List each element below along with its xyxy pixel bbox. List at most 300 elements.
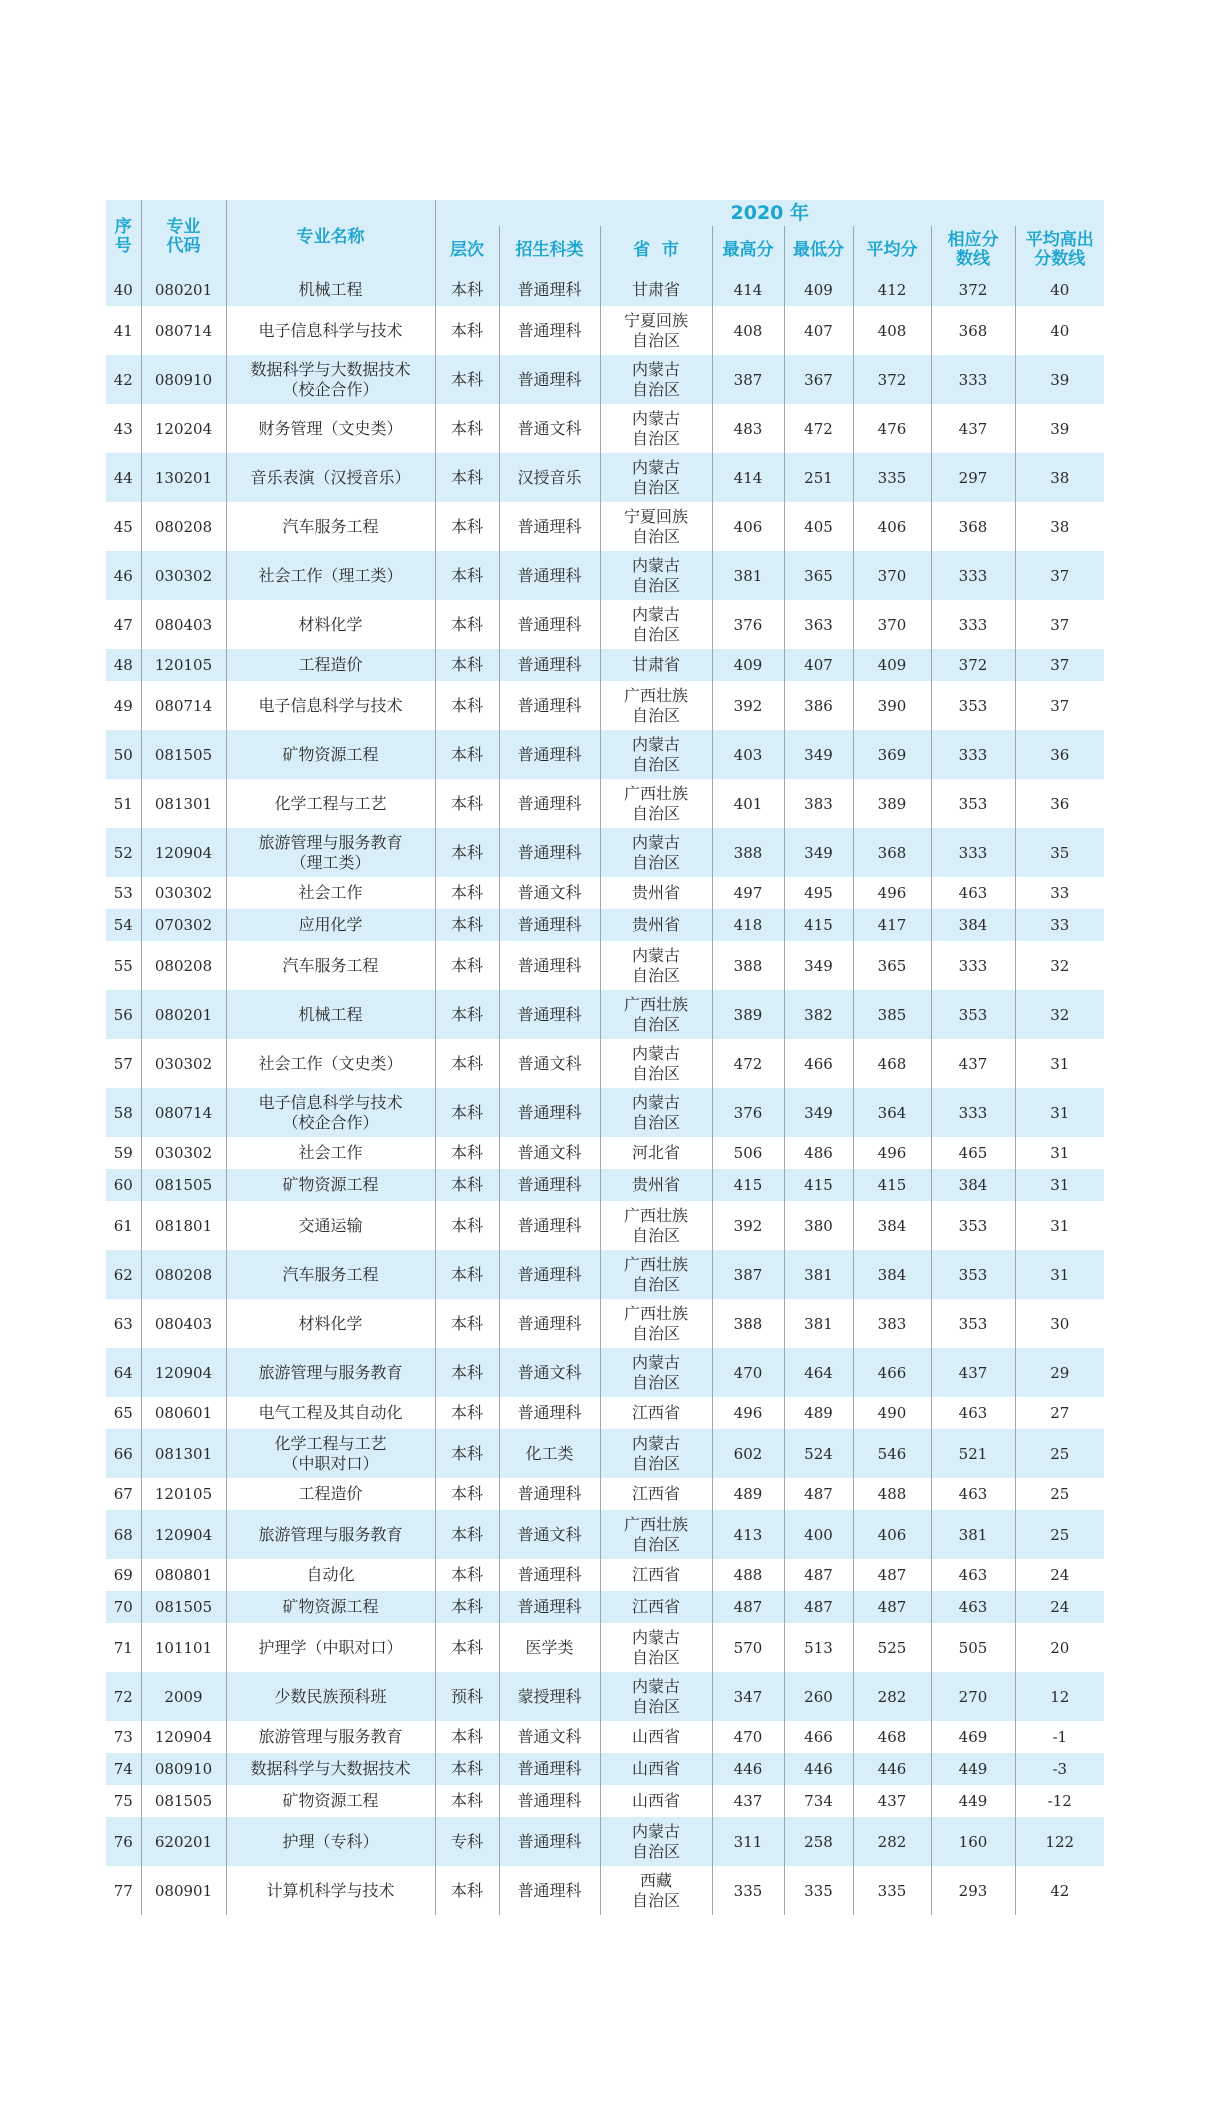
cell-category: 普通理科 xyxy=(499,306,600,355)
cell-code: 130201 xyxy=(141,453,226,502)
cell-category: 普通文科 xyxy=(499,1348,600,1397)
cell-major-name: 音乐表演（汉授音乐） xyxy=(226,453,435,502)
cell-cutoff-line: 469 xyxy=(931,1721,1015,1753)
header-seq: 序 号 xyxy=(106,200,141,274)
cell-major-name: 交通运输 xyxy=(226,1201,435,1250)
cell-major-name: 数据科学与大数据技术 （校企合作） xyxy=(226,355,435,404)
cell-cutoff-line: 381 xyxy=(931,1510,1015,1559)
cell-avg-score: 417 xyxy=(853,909,931,941)
cell-max-score: 408 xyxy=(712,306,784,355)
cell-cutoff-line: 521 xyxy=(931,1429,1015,1478)
cell-level: 本科 xyxy=(435,877,499,909)
cell-category: 普通理科 xyxy=(499,1169,600,1201)
cell-seq: 56 xyxy=(106,990,141,1039)
cell-major-name: 工程造价 xyxy=(226,1478,435,1510)
cell-min-score: 381 xyxy=(784,1250,853,1299)
cell-max-score: 506 xyxy=(712,1137,784,1169)
cell-major-name: 财务管理（文史类） xyxy=(226,404,435,453)
header-category: 招生科类 xyxy=(499,226,600,274)
table-row xyxy=(106,502,1104,551)
cell-avg-above-line: 31 xyxy=(1015,1137,1104,1169)
cell-province: 内蒙古 自治区 xyxy=(600,404,712,453)
cell-code: 070302 xyxy=(141,909,226,941)
cell-seq: 73 xyxy=(113,1728,133,1746)
cell-level: 本科 xyxy=(435,1623,499,1672)
cell-level: 本科 xyxy=(435,551,499,600)
cell-cutoff-line: 449 xyxy=(931,1785,1015,1817)
cell-seq: 68 xyxy=(106,1510,141,1559)
cell-cutoff-line: 463 xyxy=(931,1397,1015,1429)
cell-major-name: 汽车服务工程 xyxy=(226,941,435,990)
cell-code: 080403 xyxy=(141,600,226,649)
cell-province: 江西省 xyxy=(600,1559,712,1591)
cell-province: 内蒙古 自治区 xyxy=(600,1623,712,1672)
cell-seq: 71 xyxy=(113,1638,133,1657)
cell-avg-above-line: 25 xyxy=(1015,1478,1104,1510)
table-row xyxy=(106,355,1104,404)
table-row xyxy=(106,1753,1104,1785)
cell-cutoff-line: 463 xyxy=(931,1478,1015,1510)
cell-min-score: 400 xyxy=(784,1510,853,1559)
cell-category: 化工类 xyxy=(499,1429,600,1478)
cell-avg-score: 390 xyxy=(853,681,931,730)
cell-avg-score: 385 xyxy=(853,990,931,1039)
cell-avg-above-line: 40 xyxy=(1015,306,1104,355)
table-row xyxy=(106,1348,1104,1397)
cell-major-name: 旅游管理与服务教育 （理工类） xyxy=(226,828,435,877)
cell-seq: 43 xyxy=(113,419,133,438)
cell-province: 广西壮族 自治区 xyxy=(600,681,712,730)
table-row xyxy=(106,649,1104,681)
cell-code: 080910 xyxy=(141,1753,226,1785)
cell-code: 120904 xyxy=(141,1721,226,1753)
cell-category: 普通理科 xyxy=(499,1201,600,1250)
cell-category: 普通理科 xyxy=(499,909,600,941)
cell-code: 620201 xyxy=(141,1817,226,1866)
cell-category: 普通文科 xyxy=(499,1039,600,1088)
cell-avg-above-line: 24 xyxy=(1015,1591,1104,1623)
cell-avg-above-line: 27 xyxy=(1015,1397,1104,1429)
cell-province: 内蒙古 自治区 xyxy=(600,1672,712,1721)
cell-seq: 61 xyxy=(113,1216,133,1235)
cell-province: 广西壮族 自治区 xyxy=(600,1250,712,1299)
cell-category: 普通理科 xyxy=(499,1299,600,1348)
table-row xyxy=(106,1397,1104,1429)
cell-min-score: 335 xyxy=(784,1866,853,1915)
cell-min-score: 363 xyxy=(784,600,853,649)
cell-category: 普通理科 xyxy=(499,828,600,877)
cell-level: 本科 xyxy=(435,1137,499,1169)
cell-avg-score: 496 xyxy=(853,1137,931,1169)
cell-avg-score: 365 xyxy=(853,941,931,990)
cell-seq: 63 xyxy=(113,1314,133,1333)
cell-avg-score: 335 xyxy=(853,1866,931,1915)
cell-code: 081301 xyxy=(141,779,226,828)
cell-min-score: 513 xyxy=(784,1623,853,1672)
cell-major-name: 计算机科学与技术 xyxy=(226,1866,435,1915)
cell-code: 080801 xyxy=(141,1559,226,1591)
header-avg-above-line: 平均高出 分数线 xyxy=(1015,226,1104,274)
cell-cutoff-line: 297 xyxy=(931,453,1015,502)
cell-cutoff-line: 353 xyxy=(931,681,1015,730)
table-header xyxy=(106,200,1104,274)
cell-category: 普通理科 xyxy=(499,355,600,404)
cell-code: 030302 xyxy=(141,877,226,909)
cell-province: 贵州省 xyxy=(600,1169,712,1201)
cell-avg-score: 372 xyxy=(853,355,931,404)
cell-category: 蒙授理科 xyxy=(499,1672,600,1721)
table-row xyxy=(106,1510,1104,1559)
cell-avg-above-line: -12 xyxy=(1015,1785,1104,1817)
cell-province: 西藏 自治区 xyxy=(600,1866,712,1915)
cell-cutoff-line: 463 xyxy=(931,1591,1015,1623)
cell-max-score: 496 xyxy=(712,1397,784,1429)
cell-province: 江西省 xyxy=(600,1478,712,1510)
cell-province: 内蒙古 自治区 xyxy=(600,1039,712,1088)
cell-min-score: 251 xyxy=(784,453,853,502)
cell-code: 080201 xyxy=(141,990,226,1039)
cell-min-score: 524 xyxy=(784,1429,853,1478)
cell-cutoff-line: 437 xyxy=(931,1039,1015,1088)
cell-avg-score: 466 xyxy=(853,1348,931,1397)
cell-min-score: 466 xyxy=(784,1039,853,1088)
cell-cutoff-line: 333 xyxy=(931,355,1015,404)
cell-level: 本科 xyxy=(435,1397,499,1429)
cell-avg-above-line: -3 xyxy=(1015,1753,1104,1785)
cell-avg-above-line: 36 xyxy=(1015,779,1104,828)
cell-seq: 70 xyxy=(106,1591,141,1623)
cell-category: 普通理科 xyxy=(499,1559,600,1591)
cell-province: 河北省 xyxy=(600,1137,712,1169)
cell-cutoff-line: 353 xyxy=(931,1299,1015,1348)
cell-level: 本科 xyxy=(435,1478,499,1510)
cell-max-score: 437 xyxy=(712,1785,784,1817)
cell-province: 贵州省 xyxy=(600,877,712,909)
cell-code: 081505 xyxy=(141,1591,226,1623)
cell-province: 贵州省 xyxy=(600,909,712,941)
cell-category: 普通理科 xyxy=(499,779,600,828)
cell-cutoff-line: 368 xyxy=(931,502,1015,551)
cell-major-name: 化学工程与工艺 （中职对口） xyxy=(226,1429,435,1478)
cell-cutoff-line: 449 xyxy=(931,1753,1015,1785)
cell-min-score: 466 xyxy=(784,1721,853,1753)
cell-seq: 40 xyxy=(106,274,141,306)
table-row xyxy=(106,1039,1104,1088)
cell-province: 宁夏回族 自治区 xyxy=(600,502,712,551)
cell-min-score: 407 xyxy=(784,649,853,681)
cell-cutoff-line: 160 xyxy=(931,1817,1015,1866)
cell-province: 江西省 xyxy=(600,1397,712,1429)
cell-province: 内蒙古 自治区 xyxy=(600,1088,712,1137)
cell-cutoff-line: 372 xyxy=(931,274,1015,306)
cell-avg-above-line: 39 xyxy=(1015,404,1104,453)
cell-max-score: 415 xyxy=(712,1169,784,1201)
cell-seq: 42 xyxy=(106,355,141,404)
cell-category: 普通理科 xyxy=(499,649,600,681)
cell-major-name: 旅游管理与服务教育 xyxy=(226,1348,435,1397)
header-avg-score: 平均分 xyxy=(853,226,931,274)
cell-major-name: 护理（专科） xyxy=(226,1817,435,1866)
cell-avg-above-line: 25 xyxy=(1015,1510,1104,1559)
cell-cutoff-line: 368 xyxy=(931,306,1015,355)
cell-seq: 44 xyxy=(106,453,141,502)
cell-category: 普通理科 xyxy=(499,730,600,779)
cell-seq: 50 xyxy=(106,730,141,779)
cell-level: 本科 xyxy=(435,681,499,730)
cell-avg-score: 389 xyxy=(853,779,931,828)
cell-category: 普通理科 xyxy=(499,1785,600,1817)
cell-province: 内蒙古 自治区 xyxy=(600,1348,712,1397)
cell-major-name: 电子信息科学与技术 （校企合作） xyxy=(226,1088,435,1137)
cell-avg-score: 412 xyxy=(853,274,931,306)
cell-cutoff-line: 270 xyxy=(931,1672,1015,1721)
cell-major-name: 社会工作 xyxy=(226,877,435,909)
cell-avg-above-line: 25 xyxy=(1015,1429,1104,1478)
cell-category: 普通理科 xyxy=(499,1088,600,1137)
cell-level: 本科 xyxy=(435,1250,499,1299)
cell-avg-above-line: 37 xyxy=(1015,681,1104,730)
cell-major-name: 护理学（中职对口） xyxy=(226,1623,435,1672)
cell-province: 广西壮族 自治区 xyxy=(600,1201,712,1250)
cell-min-score: 367 xyxy=(784,355,853,404)
cell-category: 普通理科 xyxy=(499,1397,600,1429)
cell-major-name: 机械工程 xyxy=(226,274,435,306)
table-row xyxy=(106,1721,1104,1753)
cell-min-score: 349 xyxy=(784,1088,853,1137)
cell-province: 江西省 xyxy=(600,1591,712,1623)
table-body xyxy=(106,274,1104,1915)
cell-category: 普通文科 xyxy=(499,1721,600,1753)
cell-cutoff-line: 505 xyxy=(931,1623,1015,1672)
table-row xyxy=(106,779,1104,828)
table-row xyxy=(106,306,1104,355)
cell-major-name: 化学工程与工艺 xyxy=(226,779,435,828)
cell-seq: 55 xyxy=(113,956,133,975)
cell-max-score: 414 xyxy=(712,453,784,502)
cell-category: 普通理科 xyxy=(499,941,600,990)
cell-min-score: 380 xyxy=(784,1201,853,1250)
cell-cutoff-line: 333 xyxy=(931,730,1015,779)
cell-category: 普通理科 xyxy=(499,1250,600,1299)
cell-category: 普通理科 xyxy=(499,681,600,730)
cell-province: 山西省 xyxy=(600,1753,712,1785)
cell-level: 本科 xyxy=(435,730,499,779)
cell-major-name: 电子信息科学与技术 xyxy=(226,681,435,730)
cell-avg-score: 406 xyxy=(853,502,931,551)
cell-province: 甘肃省 xyxy=(600,649,712,681)
cell-avg-above-line: 31 xyxy=(1015,1201,1104,1250)
cell-code: 080208 xyxy=(141,941,226,990)
table-row xyxy=(106,941,1104,990)
header-code: 专业 代码 xyxy=(141,200,226,274)
cell-seq: 64 xyxy=(106,1348,141,1397)
cell-province: 广西壮族 自治区 xyxy=(600,779,712,828)
cell-avg-above-line: 38 xyxy=(1015,453,1104,502)
cell-seq: 48 xyxy=(106,649,141,681)
cell-level: 本科 xyxy=(435,1559,499,1591)
cell-province: 内蒙古 自治区 xyxy=(600,355,712,404)
cell-avg-above-line: 36 xyxy=(1015,730,1104,779)
table-row xyxy=(106,1137,1104,1169)
cell-seq: 62 xyxy=(106,1250,141,1299)
table-row xyxy=(106,1478,1104,1510)
cell-max-score: 602 xyxy=(712,1429,784,1478)
table-row xyxy=(106,1429,1104,1478)
cell-cutoff-line: 465 xyxy=(931,1137,1015,1169)
cell-category: 普通文科 xyxy=(499,404,600,453)
cell-min-score: 415 xyxy=(784,1169,853,1201)
cell-max-score: 409 xyxy=(712,649,784,681)
cell-cutoff-line: 353 xyxy=(931,1201,1015,1250)
cell-cutoff-line: 353 xyxy=(931,1250,1015,1299)
cell-level: 本科 xyxy=(435,1721,499,1753)
table-row xyxy=(106,404,1104,453)
cell-min-score: 382 xyxy=(784,990,853,1039)
cell-major-name: 矿物资源工程 xyxy=(226,730,435,779)
cell-level: 本科 xyxy=(435,828,499,877)
cell-province: 山西省 xyxy=(600,1785,712,1817)
cell-category: 普通理科 xyxy=(499,274,600,306)
cell-seq: 46 xyxy=(106,551,141,600)
cell-level: 本科 xyxy=(435,1088,499,1137)
cell-code: 120904 xyxy=(141,1510,226,1559)
cell-max-score: 376 xyxy=(712,1088,784,1137)
cell-min-score: 464 xyxy=(784,1348,853,1397)
cell-cutoff-line: 437 xyxy=(931,1348,1015,1397)
cell-level: 本科 xyxy=(435,453,499,502)
cell-min-score: 407 xyxy=(784,306,853,355)
cell-code: 081301 xyxy=(141,1429,226,1478)
cell-max-score: 389 xyxy=(712,990,784,1039)
cell-max-score: 311 xyxy=(712,1817,784,1866)
cell-avg-score: 487 xyxy=(853,1591,931,1623)
cell-code: 080714 xyxy=(141,681,226,730)
cell-avg-above-line: 30 xyxy=(1015,1299,1104,1348)
cell-max-score: 381 xyxy=(712,551,784,600)
header-major-name: 专业名称 xyxy=(226,200,435,274)
cell-code: 120904 xyxy=(141,828,226,877)
cell-avg-score: 525 xyxy=(853,1623,931,1672)
cell-min-score: 383 xyxy=(784,779,853,828)
cell-max-score: 413 xyxy=(712,1510,784,1559)
cell-avg-score: 370 xyxy=(853,551,931,600)
cell-min-score: 489 xyxy=(784,1397,853,1429)
table-row xyxy=(106,730,1104,779)
cell-min-score: 472 xyxy=(784,404,853,453)
cell-level: 本科 xyxy=(435,1039,499,1088)
cell-avg-above-line: 31 xyxy=(1015,1250,1104,1299)
cell-province: 内蒙古 自治区 xyxy=(600,1429,712,1478)
cell-avg-score: 415 xyxy=(853,1169,931,1201)
cell-province: 山西省 xyxy=(600,1721,712,1753)
cell-category: 普通理科 xyxy=(499,990,600,1039)
cell-major-name: 材料化学 xyxy=(226,600,435,649)
cell-code: 120105 xyxy=(141,649,226,681)
cell-seq: 75 xyxy=(113,1792,133,1810)
cell-avg-above-line: 12 xyxy=(1015,1672,1104,1721)
cell-code: 081505 xyxy=(141,1169,226,1201)
cell-avg-score: 409 xyxy=(853,649,931,681)
cell-seq: 54 xyxy=(106,909,141,941)
cell-major-name: 电气工程及其自动化 xyxy=(226,1397,435,1429)
cell-avg-score: 335 xyxy=(853,453,931,502)
cell-level: 本科 xyxy=(435,1201,499,1250)
cell-max-score: 489 xyxy=(712,1478,784,1510)
cell-major-name: 应用化学 xyxy=(226,909,435,941)
cell-avg-score: 282 xyxy=(853,1817,931,1866)
cell-avg-above-line: 37 xyxy=(1015,551,1104,600)
cell-min-score: 486 xyxy=(784,1137,853,1169)
table-row xyxy=(106,274,1104,306)
cell-avg-score: 408 xyxy=(853,306,931,355)
cell-code: 081505 xyxy=(141,1785,226,1817)
cell-max-score: 472 xyxy=(712,1039,784,1088)
admission-score-table xyxy=(106,200,1104,1915)
cell-level: 预科 xyxy=(435,1672,499,1721)
cell-seq: 72 xyxy=(106,1672,141,1721)
cell-cutoff-line: 333 xyxy=(931,828,1015,877)
cell-max-score: 388 xyxy=(712,1299,784,1348)
cell-major-name: 汽车服务工程 xyxy=(226,502,435,551)
cell-min-score: 409 xyxy=(784,274,853,306)
cell-avg-score: 383 xyxy=(853,1299,931,1348)
cell-level: 本科 xyxy=(435,306,499,355)
cell-avg-score: 446 xyxy=(853,1753,931,1785)
cell-avg-above-line: 31 xyxy=(1015,1169,1104,1201)
cell-avg-score: 369 xyxy=(853,730,931,779)
cell-min-score: 446 xyxy=(784,1753,853,1785)
cell-major-name: 少数民族预科班 xyxy=(226,1672,435,1721)
cell-max-score: 392 xyxy=(712,681,784,730)
cell-max-score: 387 xyxy=(712,1250,784,1299)
cell-avg-score: 487 xyxy=(853,1559,931,1591)
cell-province: 广西壮族 自治区 xyxy=(600,990,712,1039)
cell-max-score: 470 xyxy=(712,1348,784,1397)
cell-category: 普通理科 xyxy=(499,1478,600,1510)
cell-avg-above-line: 29 xyxy=(1015,1348,1104,1397)
cell-seq: 52 xyxy=(106,828,141,877)
cell-category: 普通理科 xyxy=(499,600,600,649)
cell-min-score: 415 xyxy=(784,909,853,941)
cell-major-name: 材料化学 xyxy=(226,1299,435,1348)
cell-avg-score: 437 xyxy=(853,1785,931,1817)
cell-level: 本科 xyxy=(435,649,499,681)
cell-category: 普通文科 xyxy=(499,1510,600,1559)
cell-code: 030302 xyxy=(141,1039,226,1088)
table-row xyxy=(106,1785,1104,1817)
cell-min-score: 349 xyxy=(784,941,853,990)
cell-code: 080208 xyxy=(141,1250,226,1299)
cell-seq: 59 xyxy=(113,1144,133,1162)
table-row xyxy=(106,453,1104,502)
cell-level: 本科 xyxy=(435,1866,499,1915)
header-min-score: 最低分 xyxy=(784,226,853,274)
cell-province: 内蒙古 自治区 xyxy=(600,453,712,502)
cell-major-name: 矿物资源工程 xyxy=(226,1169,435,1201)
cell-cutoff-line: 384 xyxy=(931,909,1015,941)
cell-major-name: 社会工作（理工类） xyxy=(226,551,435,600)
cell-cutoff-line: 333 xyxy=(931,1088,1015,1137)
cell-max-score: 483 xyxy=(712,404,784,453)
table-row xyxy=(106,828,1104,877)
cell-min-score: 260 xyxy=(784,1672,853,1721)
header-year: 2020 年 xyxy=(435,200,1104,226)
cell-cutoff-line: 437 xyxy=(931,404,1015,453)
cell-level: 专科 xyxy=(435,1817,499,1866)
cell-code: 030302 xyxy=(141,1137,226,1169)
cell-category: 普通理科 xyxy=(499,1753,600,1785)
cell-category: 普通理科 xyxy=(499,502,600,551)
